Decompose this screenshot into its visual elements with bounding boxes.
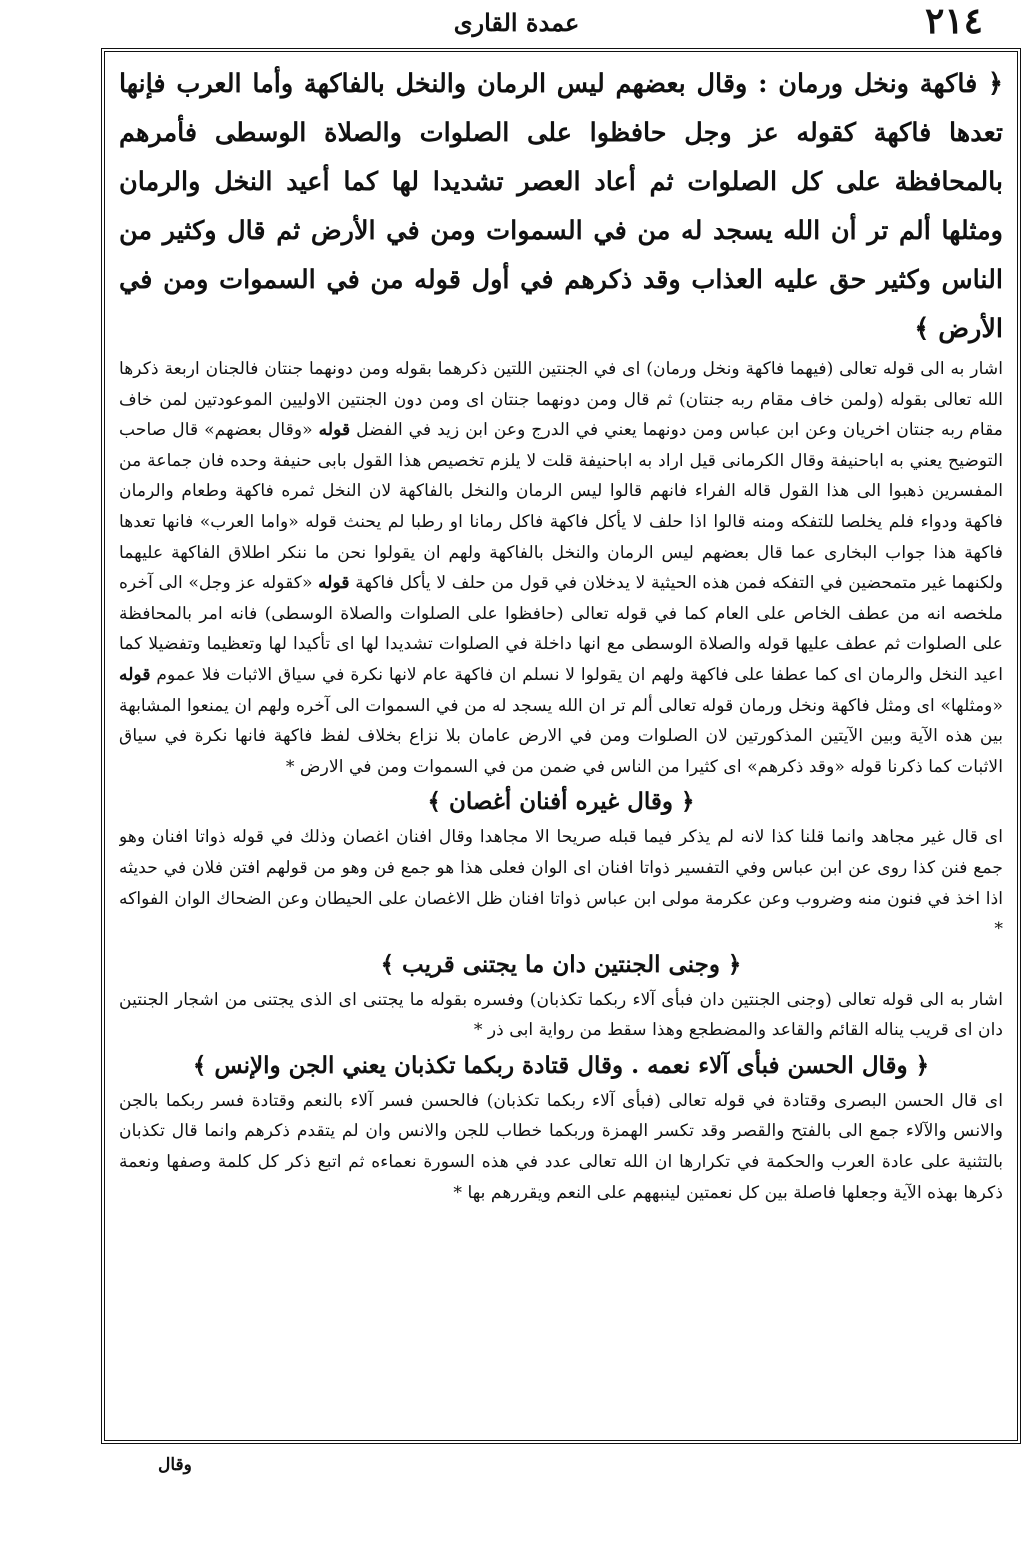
- page-body: [119, 60, 1003, 1430]
- lead-word: قوله: [318, 573, 350, 594]
- commentary-paragraph: [119, 354, 1003, 782]
- catchword: وقال: [158, 1455, 192, 1475]
- running-title: عمدة القارى: [453, 8, 580, 37]
- commentary-text: «كقوله عز وجل» الى آخره ملخصه انه من عطف الخاص على العام كما في قوله تعالى (حافظوا على الصلوات والصلاة الوسطى) فانه امر بالمحافظة على الصلوات ثم عطف عليها قوله والصلاة الوسطى مع انها داخلة في الصلوات تشديدا لها اى تأكيدا لها وتعظيما وتفضيلا كما اعيد النخل والرمان اى كما عطفا على فاكهة ولهم ان يقولوا لا نسلم ان فاكهة عام لانها نكرة في سياق الاثبات فلا عموم: [119, 573, 1003, 685]
- commentary-text: «ومثلها» اى ومثل فاكهة ونخل ورمان قوله تعالى ألم تر ان الله يسجد له من في السموات الى آخره ولهم ان يمنعوا المشابهة بين هذه الآية وبين الآيتين المذكورتين لان الصلوات ومن في الارض عامان بلا نزاع بخلاف لفظ فاكهة فانها نكرة في سياق الاثبات كما ذكرنا قوله «وقد ذكرهم» اى كثيرا من الناس في ضمن من في السموات ومن في الارض *: [119, 695, 1003, 777]
- page-number: ٢١٤: [924, 0, 983, 42]
- page-header: [0, 0, 1033, 44]
- section-heading: ﴿ وقال الحسن فبأى آلاء نعمه . وقال قتادة ربكما تكذبان يعني الجن والإنس ﴾: [192, 1051, 930, 1079]
- verse-block: ﴿ فاكهة ونخل ورمان : وقال بعضهم ليس الرمان والنخل بالفاكهة وأما العرب فإنها تعدها فاكهة كقوله عز وجل حافظوا على الصلوات والصلاة الوسطى فأمرهم بالمحافظة على كل الصلوات ثم أعاد العصر تشديدا لها كما أعيد النخل والرمان ومثلها ألم تر أن الله يسجد له من في السموات ومن في الأرض ثم قال وكثير من الناس وكثير حق عليه العذاب وقد ذكرهم في أول قوله من في السموات ومن في الأرض ﴾: [119, 69, 1003, 344]
- section-heading: ﴿ وجنى الجنتين دان ما يجتنى قريب ﴾: [380, 950, 742, 978]
- commentary-paragraph: اشار به الى قوله تعالى (وجنى الجنتين دان فبأى آلاء ربكما تكذبان) وفسره بقوله ما يجتنى اى الذى يجتنى من اشجار الجنتين دان اى قريب يناله القائم والقاعد والمضطجع وهذا سقط من رواية ابى ذر *: [119, 989, 1003, 1041]
- commentary-paragraph: اى قال غير مجاهد وانما قلنا كذا لانه لم يذكر فيما قبله صريحا الا مجاهدا وقال افنان اغصان وذلك في قوله ذواتا افنان وهو جمع فنن كذا روى عن ابن عباس وفي التفسير ذواتا افنان اى الوان فعلى هذا هو جمع فن وهو من قولهم افتن فلان في حديثه اذا اخذ في فنون منه وضروب وعن عكرمة مولى ابن عباس ذواتا افنان ظل الاغصان على الحيطان وعن الضحاك الوان الفواكه *: [119, 827, 1003, 940]
- lead-word: قوله: [318, 420, 351, 441]
- commentary-text: اشار به الى قوله تعالى (فيهما فاكهة ونخل ورمان) اى في الجنتين اللتين ذكرهما بقوله ومن دونهما جنتان فالجنان اربعة ذكرها الله تعالى بقوله (ولمن خاف مقام ربه جنتان) ثم قال ومن دونهما جنتان اى ومن دون الجنتين الاوليين الموعودتين لمن خاف مقام ربه جنتان اخريان وعن ابن عباس ومن دونهما يعني في الدرج وعن ابن زيد في الفضل: [119, 359, 1003, 441]
- commentary-text: «وقال بعضهم» قال صاحب التوضيح يعني به اباحنيفة وقال الكرمانى قيل اراد به اباحنيفة قلت لا يلزم تخصيص هذا القول بابى حنيفة وحده فان جماعة من المفسرين ذهبوا الى هذا القول قاله الفراء فانهم قالوا ليس الرمان والنخل بالفاكهة لان النخل ثمره فاكهة وطعام والرمان فاكهة ودواء فلم يخلصا للتفكه ومنه قالوا اذا حلف لا يأكل فاكهة فاكل رمانا او رطبا لم يحنث قوله «واما العرب» فانها تعدها فاكهة هذا جواب البخارى عما قال بعضهم ليس الرمان والنخل بالفاكهة ولهم ان يقولوا نحن ما ننكر اطلاق الفاكهة عليهما ولكنهما غير متمحضين في التفكه فمن هذه الحيثية لا يدخلان في قول من حلف لا يأكل فاكهة: [119, 420, 1003, 594]
- section-heading: ﴿ وقال غيره أفنان أغصان ﴾: [427, 788, 695, 816]
- commentary-paragraph: اى قال الحسن البصرى وقتادة في قوله تعالى (فبأى آلاء ربكما تكذبان) فالحسن فسر آلاء بالنعم وقتادة فسر ربكما بالجن والانس والآلاء جمع الى بالفتح والقصر وقد تكسر الهمزة وربكما خطاب للجن والانس وان لم يتقدم ذكرهم وانما قال تكذبان بالتثنية على عادة العرب والحكمة في تكرارها ان الله تعالى عدد في هذه السورة نعماءه ثم اتبع ذكر كل كلمة وصفها ونعمة ذكرها بهذه الآية وجعلها فاصلة بين كل نعمتين لينبههم على النعم ويقررهم بها *: [119, 1090, 1003, 1203]
- text-frame: [101, 48, 1021, 1444]
- lead-word: قوله: [119, 664, 151, 685]
